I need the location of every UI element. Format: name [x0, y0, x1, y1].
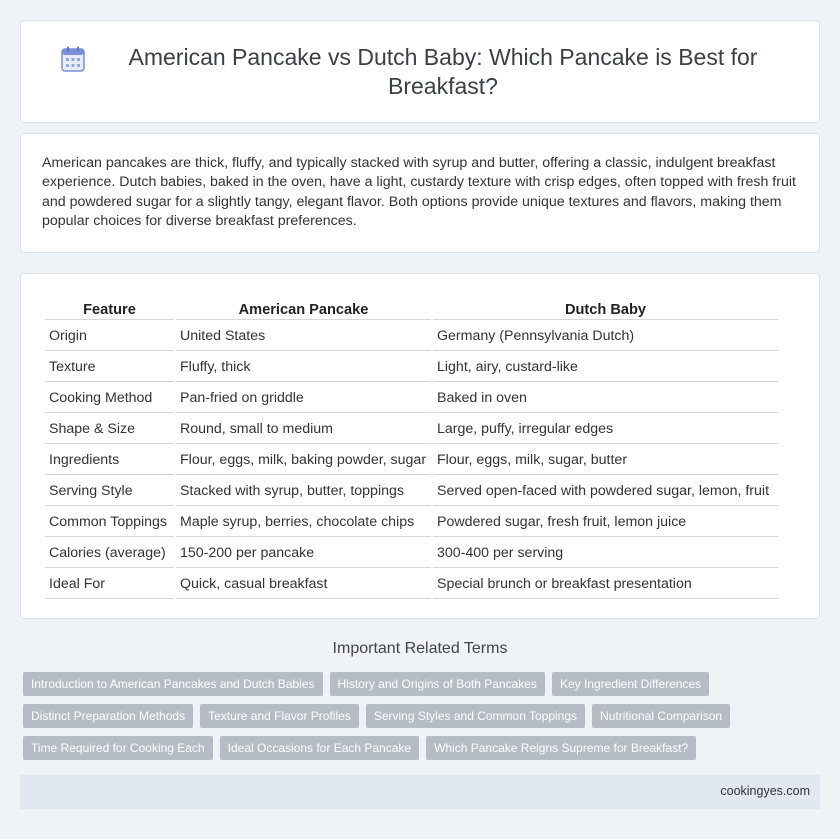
cell-american: Quick, casual breakfast [176, 570, 431, 599]
tag-link[interactable]: Introduction to American Pancakes and Dutch Babies [23, 672, 323, 696]
cell-dutch: Flour, eggs, milk, sugar, butter [433, 446, 778, 475]
footer-site-name[interactable]: cookingyes.com [720, 784, 810, 798]
comparison-table [43, 296, 780, 601]
cell-dutch: Germany (Pennsylvania Dutch) [433, 322, 778, 351]
related-terms-heading: Important Related Terms [332, 640, 508, 657]
intro-paragraph: American pancakes are thick, fluffy, and typically stacked with syrup and butter, offering a classic, indulgent breakfast experience. Dutch babies, baked in the oven, have a light, custardy texture with crisp edges, often topped with fresh fruit and powdered sugar for a slightly tangy, elegant flavor. Both options provide unique textures and flavors, making them popular choices for diverse breakfast preferences. [42, 155, 796, 230]
table-row [45, 477, 778, 506]
cell-american: Maple syrup, berries, chocolate chips [176, 508, 431, 537]
cell-feature: Calories (average) [45, 539, 174, 568]
intro-card [20, 133, 820, 253]
table-row [45, 570, 778, 599]
cell-american: 150-200 per pancake [176, 539, 431, 568]
tag-link[interactable]: Key Ingredient Differences [552, 672, 709, 696]
cell-american: Stacked with syrup, butter, toppings [176, 477, 431, 506]
cell-feature: Common Toppings [45, 508, 174, 537]
cell-american: Pan-fried on griddle [176, 384, 431, 413]
tag-link[interactable]: Nutritional Comparison [592, 704, 730, 728]
tag-link[interactable]: Serving Styles and Common Toppings [366, 704, 585, 728]
tag-link[interactable]: Ideal Occasions for Each Pancake [220, 736, 419, 760]
tag-link[interactable]: Which Pancake Reigns Supreme for Breakfast? [426, 736, 696, 760]
table-row [45, 508, 778, 537]
header-american-pancake: American Pancake [176, 298, 431, 320]
tag-link[interactable]: Time Required for Cooking Each [23, 736, 213, 760]
calendar-icon [61, 46, 85, 72]
table-header-row [45, 298, 778, 320]
cell-feature: Ideal For [45, 570, 174, 599]
header-feature: Feature [45, 298, 174, 320]
table-row [45, 353, 778, 382]
tag-link[interactable]: Distinct Preparation Methods [23, 704, 193, 728]
table-row [45, 539, 778, 568]
tag-row [23, 704, 823, 728]
cell-dutch: 300-400 per serving [433, 539, 778, 568]
cell-american: Fluffy, thick [176, 353, 431, 382]
table-row [45, 415, 778, 444]
page-title: American Pancake vs Dutch Baby: Which Pancake is Best for Breakfast? [128, 43, 758, 99]
cell-dutch: Powdered sugar, fresh fruit, lemon juice [433, 508, 778, 537]
cell-dutch: Light, airy, custard-like [433, 353, 778, 382]
tag-row [23, 736, 823, 760]
tag-link[interactable]: Texture and Flavor Profiles [200, 704, 359, 728]
header-dutch-baby: Dutch Baby [433, 298, 778, 320]
cell-dutch: Served open-faced with powdered sugar, lemon, fruit [433, 477, 778, 506]
title-row [21, 21, 819, 122]
cell-feature: Cooking Method [45, 384, 174, 413]
comparison-card [20, 273, 820, 619]
table-row [45, 446, 778, 475]
tag-link[interactable]: History and Origins of Both Pancakes [330, 672, 545, 696]
related-terms-tags [23, 672, 823, 768]
cell-american: United States [176, 322, 431, 351]
table-row [45, 322, 778, 351]
cell-american: Flour, eggs, milk, baking powder, sugar [176, 446, 431, 475]
cell-dutch: Special brunch or breakfast presentation [433, 570, 778, 599]
cell-feature: Origin [45, 322, 174, 351]
table-row [45, 384, 778, 413]
footer [20, 775, 820, 809]
cell-dutch: Large, puffy, irregular edges [433, 415, 778, 444]
cell-feature: Texture [45, 353, 174, 382]
cell-feature: Ingredients [45, 446, 174, 475]
cell-feature: Serving Style [45, 477, 174, 506]
tag-row [23, 672, 823, 696]
cell-american: Round, small to medium [176, 415, 431, 444]
cell-feature: Shape & Size [45, 415, 174, 444]
title-card [20, 20, 820, 123]
cell-dutch: Baked in oven [433, 384, 778, 413]
